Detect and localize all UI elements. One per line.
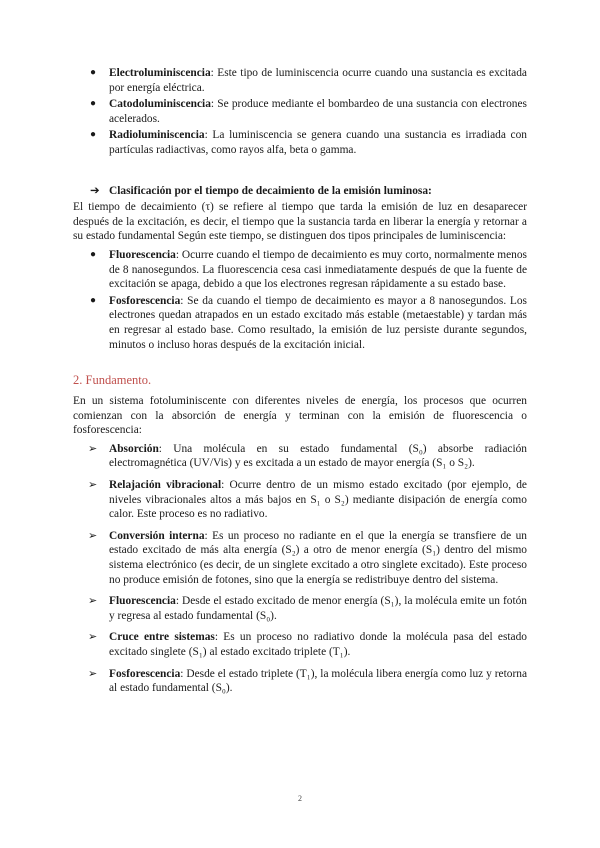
arrowhead-icon: ➢ xyxy=(88,442,98,455)
list-item: ● Catodoluminiscencia: Se produce mediante el bombardeo de una sustancia con electrones acelerados. xyxy=(90,98,527,125)
bullet-icon: ● xyxy=(90,248,97,260)
process-steps-list xyxy=(73,442,527,696)
list-item: ● Fosforescencia: Se da cuando el tiempo de decaimiento es mayor a 8 nanosegundos. Los electrones quedan atrapados en un estado excitado más estable (metaestable) y tardan más en regresar al estado base. Como resultado, la emisión de luz persiste durante segundos, minutos o incluso horas después de la excitación inicial. xyxy=(90,294,527,351)
decay-types-list xyxy=(73,248,527,352)
list-item: ➢ Relajación vibracional: Ocurre dentro de un mismo estado excitado (por ejemplo, de niveles vibracionales altos a más bajos en S₁ o S₂) mediante disipación de energía como calor. Este proceso es no radiativo. xyxy=(88,479,527,521)
list-item: ➢ Fluorescencia: Desde el estado excitado de menor energía (S₁), la molécula emite un fotón y regresa al estado fundamental (S₀). xyxy=(88,595,527,622)
luminescence-types-list xyxy=(73,66,527,158)
section-title: 2. Fundamento. xyxy=(73,373,152,388)
classification-subheading: ➔ Clasificación por el tiempo de decaimiento de la emisión luminosa: xyxy=(90,184,432,197)
page-number: 2 xyxy=(298,794,302,803)
list-item: ➢ Conversión interna: Es un proceso no radiante en el que la energía se transfiere de un estado excitado de más alta energía (S₂) a otro de menor energía (S₁) dentro del mismo sistema electrónico (es decir, de un singlete excitado a otro singlete excitado). Este proceso no produce emisión de fotones, sino que la energía se redistribuye dentro del sistema. xyxy=(88,529,527,586)
list-item: ● Radioluminiscencia: La luminiscencia se genera cuando una sustancia es irradiada con partículas radiactivas, como rayos alfa, beta o gamma. xyxy=(90,129,527,156)
fundamento-paragraph: En un sistema fotoluminiscente con diferentes niveles de energía, los procesos que ocurren comienzan con la absorción de energía y terminan con la emisión de fluorescencia o fosforescencia: xyxy=(73,395,527,437)
arrowhead-icon: ➢ xyxy=(88,529,98,542)
list-item: ● Fluorescencia: Ocurre cuando el tiempo de decaimiento es muy corto, normalmente menos de 8 nanosegundos. La fluorescencia cesa casi inmediatamente después de que la fuente de excitación se apaga, debido a que los electrones regresan rápidamente a su estado base. xyxy=(90,248,527,291)
bullet-icon: ● xyxy=(90,129,97,141)
arrowhead-icon: ➢ xyxy=(88,667,98,680)
list-item: ➢ Cruce entre sistemas: Es un proceso no radiativo donde la molécula pasa del estado excitado singlete (S₁) al estado excitado triplete (T₁). xyxy=(88,631,527,658)
list-item: ➢ Absorción: Una molécula en su estado fundamental (S₀) absorbe radiación electromagnética (UV/Vis) y es excitada a un estado de mayor energía (S₁ o S₂). xyxy=(88,442,527,470)
arrow-icon: ➔ xyxy=(90,184,100,197)
bullet-icon: ● xyxy=(90,98,97,110)
bullet-icon: ● xyxy=(90,294,97,306)
arrowhead-icon: ➢ xyxy=(88,631,98,644)
bullet-icon: ● xyxy=(90,67,97,78)
list-item: ➢ Fosforescencia: Desde el estado triplete (T₁), la molécula libera energía como luz y retorna al estado fundamental (S₀). xyxy=(88,667,527,695)
arrowhead-icon: ➢ xyxy=(88,595,98,608)
arrowhead-icon: ➢ xyxy=(88,479,98,492)
list-item: ● Electroluminiscencia: Este tipo de luminiscencia ocurre cuando una sustancia es excitada por energía eléctrica. xyxy=(90,67,527,94)
document-page xyxy=(73,66,527,703)
decay-time-paragraph: El tiempo de decaimiento (τ) se refiere al tiempo que tarda la emisión de luz en desaparecer después de la excitación, es decir, el tiempo que la sustancia tarda en liberar la energía y retornar a su estado fundamental Según este tiempo, se distinguen dos tipos principales de luminiscencia: xyxy=(73,201,527,243)
